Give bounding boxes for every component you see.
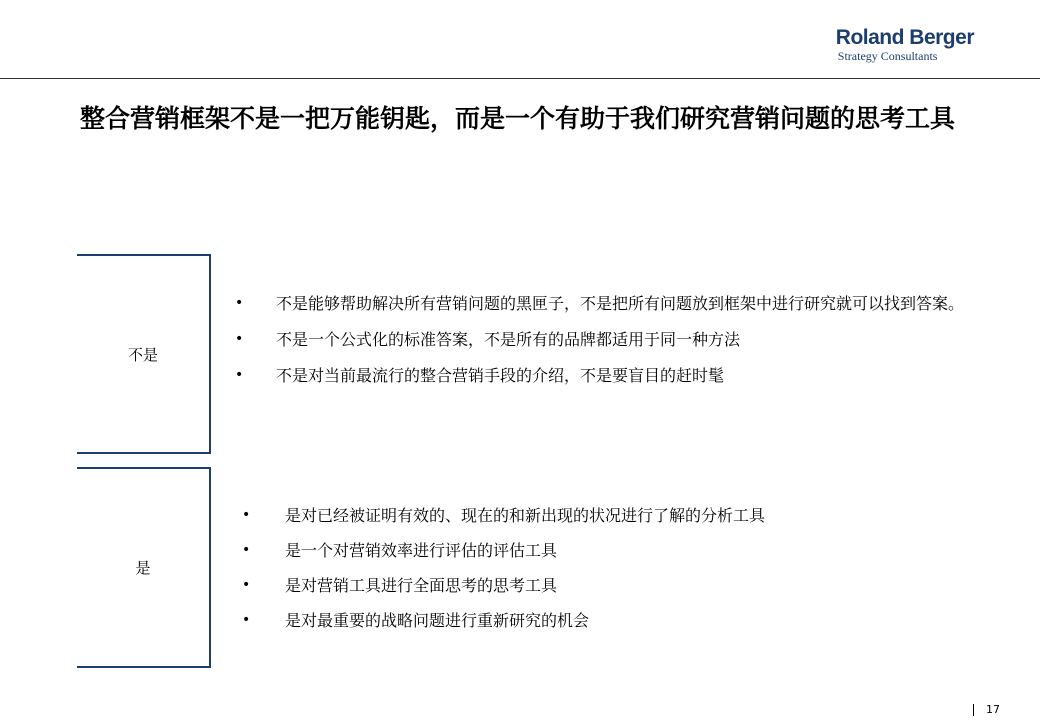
list-item-text: 是对营销工具进行全面思考的思考工具 — [285, 576, 558, 595]
footer-separator — [973, 704, 974, 716]
list-item-text: 是一个对营销效率进行评估的评估工具 — [285, 541, 558, 560]
is-list — [242, 500, 965, 640]
list-item — [235, 324, 986, 355]
roland-berger-logo — [836, 27, 974, 63]
page-number: 17 — [986, 703, 1000, 716]
list-item — [235, 360, 986, 391]
bullet-icon: • — [242, 577, 251, 593]
header-divider — [0, 78, 1040, 79]
section-box-is — [77, 467, 211, 668]
section-label-not: 不是 — [127, 345, 158, 364]
bullet-icon: • — [235, 295, 244, 311]
list-item-text: 是对最重要的战略问题进行重新研究的机会 — [285, 611, 590, 630]
list-item-text: 不是能够帮助解决所有营销问题的黑匣子，不是把所有问题放到框架中进行研究就可以找到答案。 — [276, 294, 965, 313]
list-item — [242, 570, 965, 601]
list-item-text: 不是一个公式化的标准答案，不是所有的品牌都适用于同一种方法 — [276, 330, 741, 349]
bullet-icon: • — [235, 331, 244, 347]
page-footer — [973, 703, 1000, 716]
list-item-text: 不是对当前最流行的整合营销手段的介绍，不是要盲目的赶时髦 — [276, 366, 725, 385]
list-item-text: 是对已经被证明有效的、现在的和新出现的状况进行了解的分析工具 — [285, 506, 766, 525]
bullet-icon: • — [242, 612, 251, 628]
list-item — [242, 535, 965, 566]
list-item — [235, 288, 986, 319]
slide-title: 整合营销框架不是一把万能钥匙，而是一个有助于我们研究营销问题的思考工具 — [80, 104, 956, 133]
list-item — [242, 500, 965, 531]
section-label-is: 是 — [135, 559, 151, 577]
list-item — [242, 605, 965, 636]
logo-sub-text: Strategy Consultants — [837, 49, 938, 63]
bullet-icon: • — [235, 367, 244, 383]
logo-main-text: Roland Berger — [835, 26, 974, 49]
bullet-icon: • — [242, 542, 251, 558]
section-box-not — [77, 254, 211, 454]
not-list — [235, 288, 986, 396]
bullet-icon: • — [242, 507, 251, 523]
